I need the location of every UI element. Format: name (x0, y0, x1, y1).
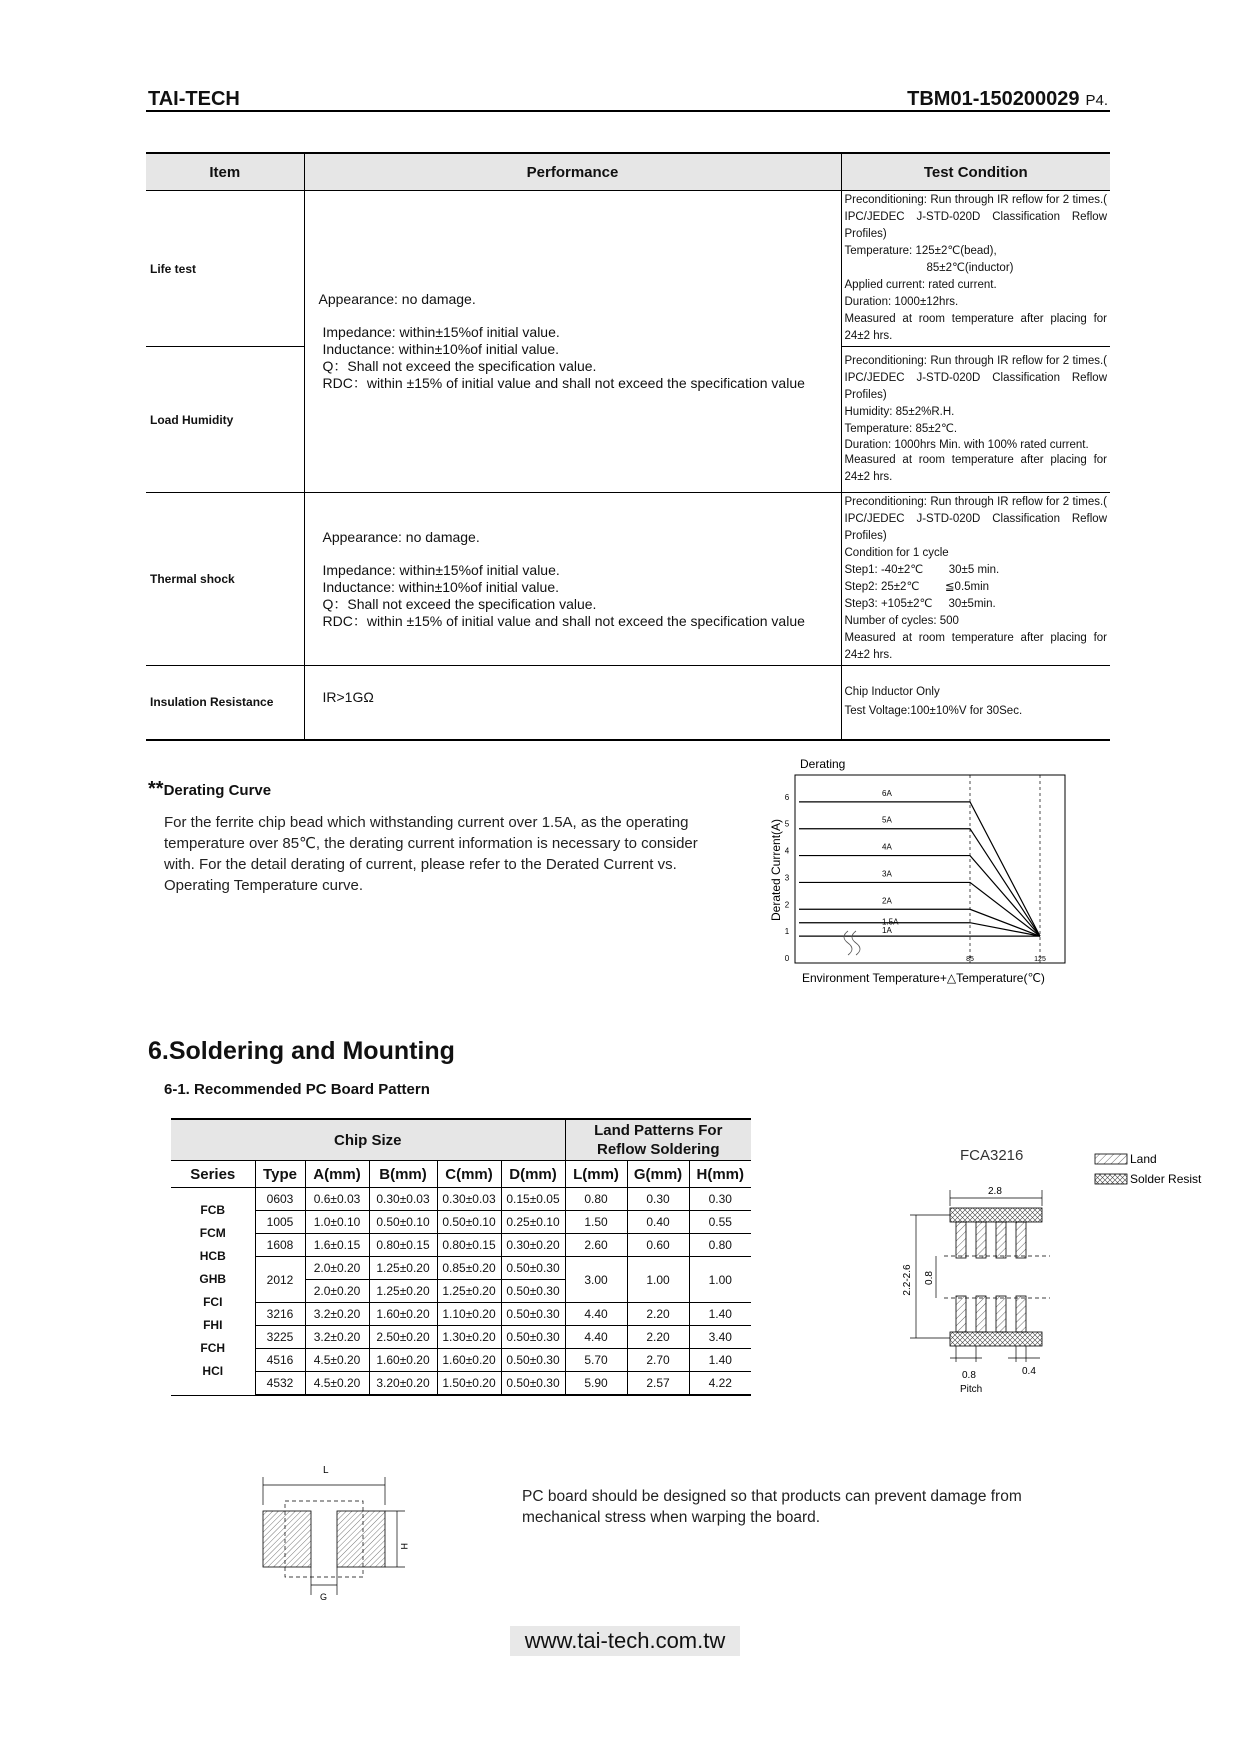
perf-line: RDC：within ±15% of initial value and shall not exceed the specification value (322, 612, 805, 629)
dim-h: H (399, 1543, 409, 1550)
cell-d: 0.50±0.30 (501, 1257, 565, 1280)
section-title: 6.Soldering and Mounting (148, 1037, 455, 1065)
cell-c: 0.80±0.15 (437, 1234, 501, 1257)
cell-l: 0.80 (565, 1188, 627, 1211)
cell-g: 2.70 (627, 1349, 689, 1372)
series-label: 1A (882, 926, 892, 936)
legend-resist-swatch (1095, 1174, 1127, 1184)
performance-life-humidity (304, 191, 841, 493)
cond-line: Preconditioning: Run through IR reflow for 2 times.( IPC/JEDEC J-STD-020D Classification Reflow Profiles) (844, 496, 1107, 542)
cell-d: 0.50±0.30 (501, 1280, 565, 1303)
series-item: FCM (199, 1226, 226, 1241)
series-item: FCH (200, 1341, 226, 1356)
cell-b: 0.30±0.03 (369, 1188, 437, 1211)
legend-land-swatch (1095, 1154, 1127, 1164)
series-label: 2A (882, 896, 892, 906)
table-row (171, 1326, 751, 1349)
perf-line: Impedance: within±15%of initial value. (322, 324, 560, 340)
cell-a: 2.0±0.20 (305, 1280, 369, 1303)
fca3216-diagram (880, 1140, 1220, 1420)
col-l: L(mm) (565, 1161, 627, 1188)
perf-line: Inductance: within±10%of initial value. (322, 578, 559, 595)
derating-chart (760, 750, 1080, 1000)
axis-break-icon (844, 931, 860, 955)
condition-thermal-shock (841, 493, 1110, 666)
cell-a: 0.6±0.03 (305, 1188, 369, 1211)
performance-thermal-shock (304, 493, 841, 666)
col-c: C(mm) (437, 1161, 501, 1188)
cond-line: Applied current: rated current. (844, 279, 997, 291)
cell-a: 4.5±0.20 (305, 1349, 369, 1372)
series-label: 5A (882, 815, 892, 825)
cell-d: 0.50±0.30 (501, 1303, 565, 1326)
perf-line: RDC：within ±15% of initial value and shall not exceed the specification value (322, 375, 805, 391)
dim-l: L (323, 1465, 329, 1476)
cell-b: 2.50±0.20 (369, 1326, 437, 1349)
subsection-title: 6-1. Recommended PC Board Pattern (164, 1081, 430, 1098)
col-a: A(mm) (305, 1161, 369, 1188)
land-pad-left (263, 1511, 311, 1567)
cell-d: 0.15±0.05 (501, 1188, 565, 1211)
perf-line: Impedance: within±15%of initial value. (322, 561, 560, 578)
col-type: Type (255, 1161, 305, 1188)
perf-line: IR>1GΩ (322, 688, 374, 705)
cell-h: 0.30 (689, 1188, 751, 1211)
series-item: HCB (199, 1249, 226, 1264)
cond-line: Step1: -40±2℃ 30±5 min. (844, 564, 1000, 576)
y-tick-label: 3 (784, 873, 790, 883)
performance-table (146, 152, 1110, 741)
cell-c: 0.85±0.20 (437, 1257, 501, 1280)
land-pad-right (337, 1511, 385, 1567)
cell-c: 1.30±0.20 (437, 1326, 501, 1349)
table-header-row (146, 153, 1110, 191)
series-line (799, 802, 1040, 936)
perf-line: Appearance: no damage. (318, 291, 476, 307)
perf-line: Inductance: within±10%of initial value. (322, 341, 559, 357)
cell-a: 4.5±0.20 (305, 1372, 369, 1396)
cell-g: 2.20 (627, 1303, 689, 1326)
land-bar-top (950, 1208, 1042, 1222)
cell-h: 1.40 (689, 1303, 751, 1326)
land-pad (956, 1222, 966, 1258)
cond-line: Chip Inductor Only (844, 686, 940, 699)
dim-pitch: 0.8 (962, 1370, 976, 1381)
cond-line: Duration: 1000hrs Min. with 100% rated current. (844, 439, 1089, 451)
dim-width: 2.8 (988, 1186, 1002, 1197)
table-row (171, 1188, 751, 1211)
col-header-test-condition: Test Condition (841, 153, 1110, 191)
cell-type: 3216 (255, 1303, 305, 1326)
table-row (146, 666, 1110, 740)
cond-line: Temperature: 125±2℃(bead), (844, 245, 997, 257)
cell-type: 2012 (255, 1257, 305, 1303)
cell-type: 1608 (255, 1234, 305, 1257)
cell-h: 1.00 (689, 1257, 751, 1303)
cell-b: 1.60±0.20 (369, 1303, 437, 1326)
col-b: B(mm) (369, 1161, 437, 1188)
cell-a: 1.6±0.15 (305, 1234, 369, 1257)
table-row (171, 1257, 751, 1280)
cond-line: Humidity: 85±2%R.H. (844, 406, 955, 418)
table-row (171, 1303, 751, 1326)
cell-d: 0.50±0.30 (501, 1372, 565, 1396)
cell-h: 1.40 (689, 1349, 751, 1372)
land-pad (1016, 1296, 1026, 1332)
col-header-item: Item (146, 153, 304, 191)
derating-stars: ** (148, 778, 164, 800)
series-label: 4A (882, 842, 892, 852)
land-pattern-diagram (255, 1455, 425, 1605)
cond-line: 85±2℃(inductor) (926, 262, 1014, 274)
series-label: 1.5A (882, 917, 899, 927)
cell-l: 1.50 (565, 1211, 627, 1234)
cell-a: 3.2±0.20 (305, 1326, 369, 1349)
cell-d: 0.50±0.30 (501, 1326, 565, 1349)
cell-type: 3225 (255, 1326, 305, 1349)
cond-line: Test Voltage:100±10%V for 30Sec. (844, 705, 1023, 718)
cell-g: 0.60 (627, 1234, 689, 1257)
cond-line: Preconditioning: Run through IR reflow for 2 times.( IPC/JEDEC J-STD-020D Classification Reflow Profiles) (844, 355, 1107, 401)
dim-gap: 0.8 (924, 1271, 935, 1285)
cond-line: Measured at room temperature after placing for 24±2 hrs. (844, 313, 1107, 342)
cell-g: 0.40 (627, 1211, 689, 1234)
col-g: G(mm) (627, 1161, 689, 1188)
cell-l: 5.90 (565, 1372, 627, 1396)
pcb-pattern-table (171, 1118, 751, 1396)
cond-line: Preconditioning: Run through IR reflow for 2 times.( IPC/JEDEC J-STD-020D Classification Reflow Profiles) (844, 194, 1107, 240)
series-item: HCI (202, 1364, 224, 1379)
dim-pad: 0.4 (1022, 1366, 1036, 1377)
cell-a: 3.2±0.20 (305, 1303, 369, 1326)
perf-line: Q：Shall not exceed the specification value. (322, 358, 597, 374)
cell-a: 2.0±0.20 (305, 1257, 369, 1280)
y-tick-label: 1 (784, 927, 790, 937)
chart-series (799, 802, 1040, 936)
cell-c: 1.60±0.20 (437, 1349, 501, 1372)
series-item: GHB (199, 1272, 227, 1287)
fca-title: FCA3216 (960, 1147, 1024, 1164)
series-item: FCI (203, 1295, 223, 1310)
doc-number (907, 88, 1108, 111)
cond-line: Measured at room temperature after placing for 24±2 hrs. (844, 632, 1107, 661)
condition-load-humidity (841, 347, 1110, 493)
table-row (146, 191, 1110, 347)
cell-h: 3.40 (689, 1326, 751, 1349)
x-tick-label: 125 (1034, 956, 1046, 963)
land-pad (956, 1296, 966, 1332)
derating-title-text: Derating Curve (163, 782, 272, 799)
cell-g: 2.20 (627, 1326, 689, 1349)
x-tick-label: 85 (966, 956, 974, 963)
cond-line: Number of cycles: 500 (844, 615, 959, 627)
cond-line: Temperature: 85±2℃. (844, 423, 958, 435)
condition-life-test (841, 191, 1110, 347)
legend-resist-label: Solder Resist (1130, 1172, 1202, 1186)
cell-b: 3.20±0.20 (369, 1372, 437, 1396)
series-line (799, 923, 1040, 936)
cond-line: Measured at room temperature after placing for 24±2 hrs. (844, 454, 1107, 483)
column-header-row (171, 1161, 751, 1188)
condition-insulation (841, 666, 1110, 740)
cell-a: 1.0±0.10 (305, 1211, 369, 1234)
cell-type: 0603 (255, 1188, 305, 1211)
y-tick-label: 5 (784, 819, 790, 829)
land-pad (1016, 1222, 1026, 1258)
y-tick-label: 4 (784, 846, 790, 856)
cell-b: 0.50±0.10 (369, 1211, 437, 1234)
cell-c: 1.25±0.20 (437, 1280, 501, 1303)
table-row (171, 1372, 751, 1396)
series-item: FCB (200, 1203, 226, 1218)
cell-g: 1.00 (627, 1257, 689, 1303)
performance-insulation (304, 666, 841, 740)
series-label: 3A (882, 869, 892, 879)
table-header-row (171, 1119, 751, 1161)
land-pads-top (956, 1222, 1026, 1258)
chart-xlabel: Environment Temperature+△Temperature(℃) (802, 971, 1045, 985)
cell-type: 4516 (255, 1349, 305, 1372)
cell-c: 1.50±0.20 (437, 1372, 501, 1396)
derating-paragraph: For the ferrite chip bead which withstanding current over 1.5A, as the operating temperature over 85℃, the derating current information is necessary to consider with. For the detail derating of current, please refer to the Derated Current vs. Operating Temperature curve. (164, 814, 698, 894)
cell-c: 0.50±0.10 (437, 1211, 501, 1234)
land-pad (996, 1296, 1006, 1332)
land-patterns-header: Land Patterns For Reflow Soldering (565, 1119, 751, 1161)
y-tick-label: 6 (784, 792, 790, 802)
dim-pitch-label: Pitch (960, 1384, 983, 1395)
cell-l: 3.00 (565, 1257, 627, 1303)
col-series: Series (171, 1161, 255, 1188)
col-h: H(mm) (689, 1161, 751, 1188)
cell-c: 0.30±0.03 (437, 1188, 501, 1211)
cond-line: Step3: +105±2℃ 30±5min. (844, 598, 996, 610)
land-pad (976, 1296, 986, 1332)
item-insulation-resistance: Insulation Resistance (146, 666, 304, 740)
chart-frame (795, 775, 1065, 963)
cell-b: 1.25±0.20 (369, 1280, 437, 1303)
cell-b: 1.25±0.20 (369, 1257, 437, 1280)
doc-number-text: TBM01-150200029 (907, 88, 1080, 110)
cond-line: Condition for 1 cycle (844, 547, 949, 559)
series-list (171, 1188, 255, 1396)
chart-ylabel: Derated Current(A) (769, 818, 783, 922)
item-load-humidity: Load Humidity (146, 347, 304, 493)
item-thermal-shock: Thermal shock (146, 493, 304, 666)
derating-title (148, 778, 271, 801)
cell-type: 4532 (255, 1372, 305, 1396)
cell-h: 0.55 (689, 1211, 751, 1234)
legend-land-label: Land (1130, 1152, 1157, 1166)
land-pad (976, 1222, 986, 1258)
dim-g: G (320, 1592, 328, 1602)
company-name: TAI-TECH (148, 88, 240, 110)
cell-b: 1.60±0.20 (369, 1349, 437, 1372)
item-life-test: Life test (146, 191, 304, 347)
y-tick-label: 2 (784, 900, 790, 910)
cell-l: 4.40 (565, 1303, 627, 1326)
cell-l: 5.70 (565, 1349, 627, 1372)
chip-size-header: Chip Size (171, 1119, 565, 1161)
table-row (146, 493, 1110, 666)
land-bar-bottom (950, 1332, 1042, 1346)
header-divider (146, 110, 1110, 112)
cell-d: 0.25±0.10 (501, 1211, 565, 1234)
footer-website[interactable]: www.tai-tech.com.tw (510, 1626, 740, 1656)
cond-line: Step2: 25±2℃ ≦0.5min (844, 581, 990, 593)
y-tick-label: 0 (784, 954, 790, 963)
series-item: FHI (203, 1318, 223, 1333)
cell-d: 0.30±0.20 (501, 1234, 565, 1257)
cell-h: 0.80 (689, 1234, 751, 1257)
chart-x-ticks (966, 956, 1046, 963)
chart-title: Derating (800, 757, 846, 771)
perf-line: Appearance: no damage. (322, 528, 480, 545)
cell-g: 0.30 (627, 1188, 689, 1211)
cell-h: 4.22 (689, 1372, 751, 1396)
land-pads-bottom (956, 1296, 1026, 1332)
cell-g: 2.57 (627, 1372, 689, 1396)
series-label: 6A (882, 788, 892, 798)
cond-line: Duration: 1000±12hrs. (844, 296, 959, 308)
land-pad (996, 1222, 1006, 1258)
chart-series-labels (882, 789, 899, 935)
col-d: D(mm) (501, 1161, 565, 1188)
cell-d: 0.50±0.30 (501, 1349, 565, 1372)
table-row (171, 1349, 751, 1372)
pcb-note: PC board should be designed so that products can prevent damage from mechanical stress when warping the board. (522, 1488, 1022, 1526)
cell-l: 4.40 (565, 1326, 627, 1349)
page-number: P4. (1085, 92, 1108, 109)
cell-l: 2.60 (565, 1234, 627, 1257)
table-row (171, 1234, 751, 1257)
cell-b: 0.80±0.15 (369, 1234, 437, 1257)
col-header-performance: Performance (304, 153, 841, 191)
dim-height: 2.2-2.6 (902, 1264, 913, 1296)
perf-line: Q：Shall not exceed the specification value. (322, 595, 597, 612)
chart-y-ticks (785, 793, 790, 963)
cell-c: 1.10±0.20 (437, 1303, 501, 1326)
cell-type: 1005 (255, 1211, 305, 1234)
table-row (171, 1211, 751, 1234)
